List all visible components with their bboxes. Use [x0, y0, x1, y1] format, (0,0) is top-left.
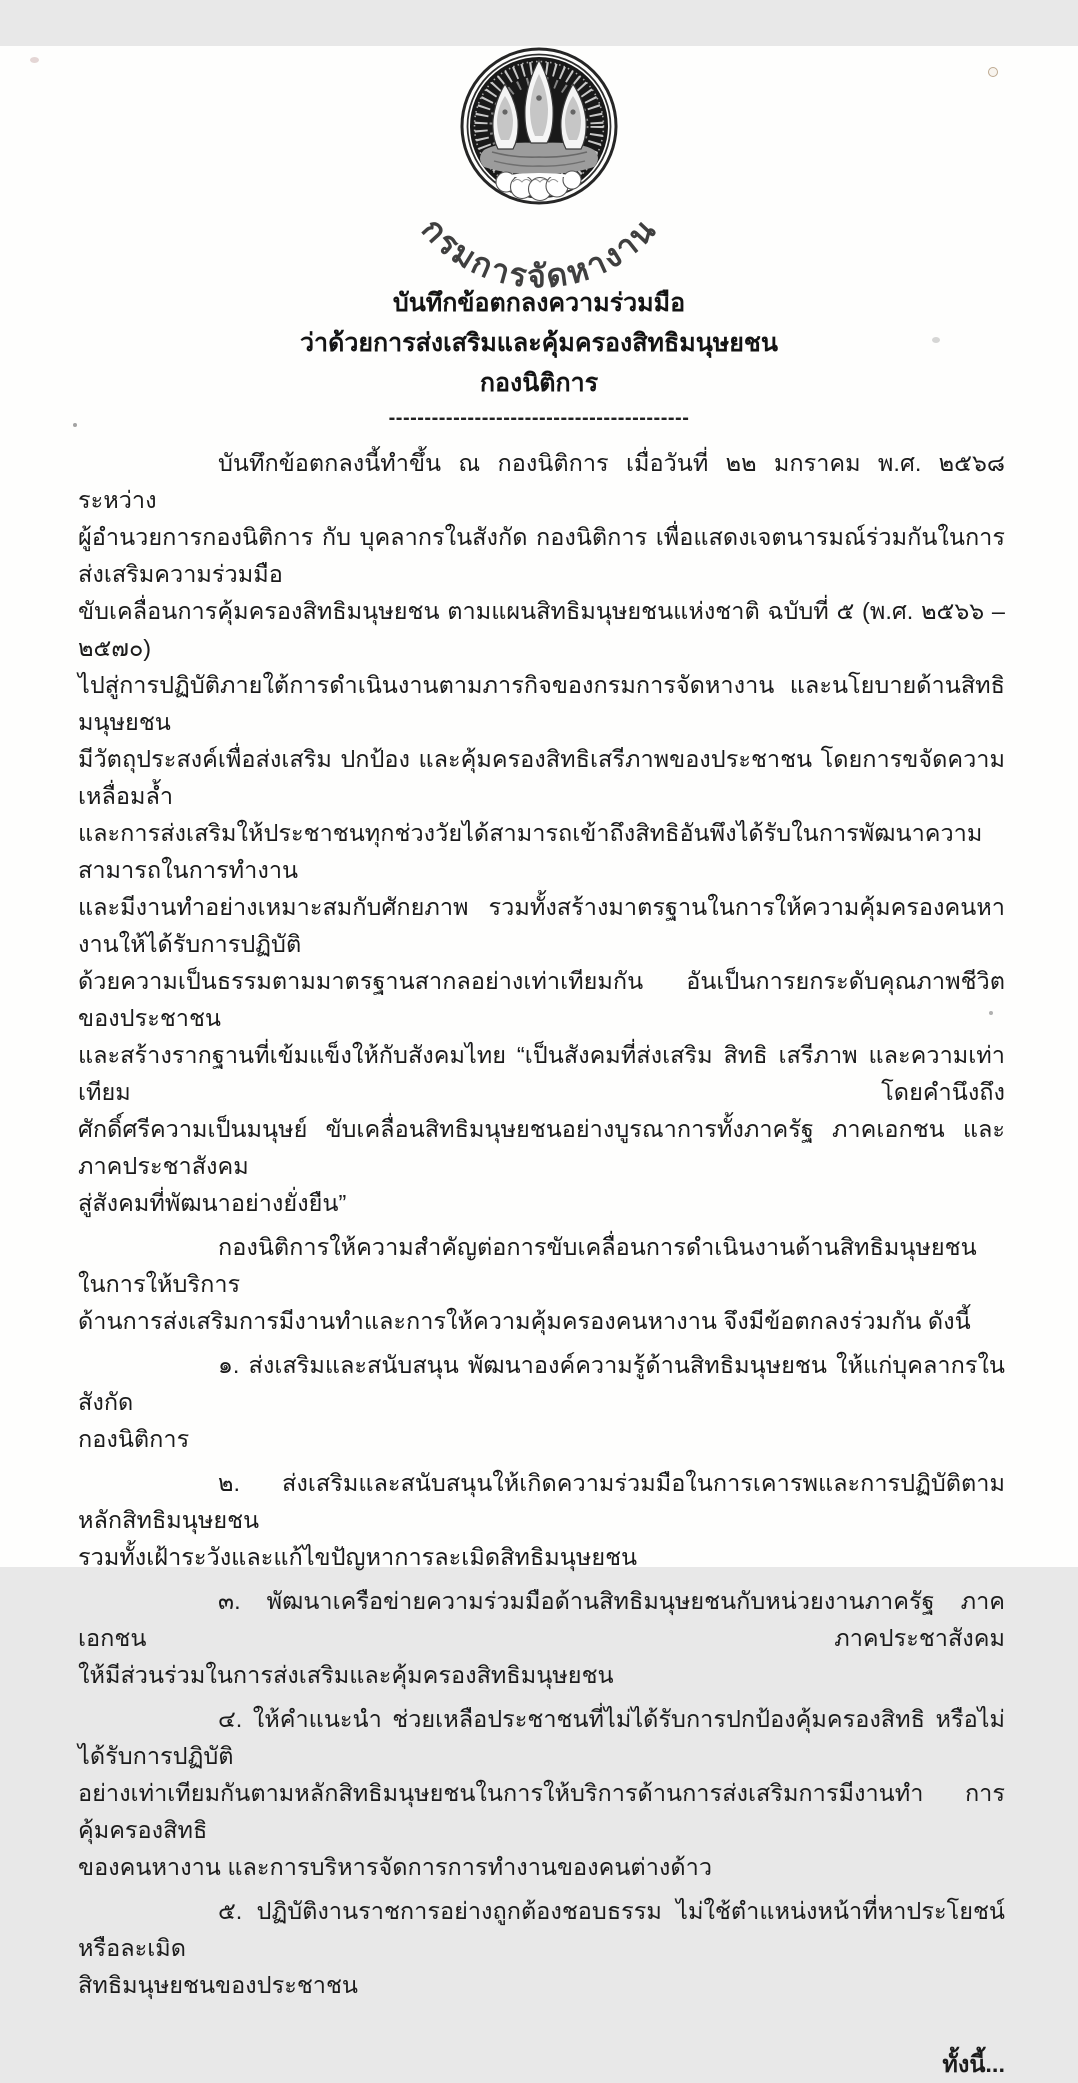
- body-line: และสร้างรากฐานที่เข้มแข็งให้กับสังคมไทย “เป็นสังคมที่ส่งเสริม สิทธิ เสรีภาพ และความเท่าเทียม โดยคำนึงถึง: [78, 1042, 1005, 1105]
- body-line: ๕. ปฏิบัติงานราชการอย่างถูกต้องชอบธรรม ไม่ใช้ตำแหน่งหน้าที่หาประโยชน์หรือละเมิด: [78, 1898, 1005, 1961]
- document-heading: [0, 283, 1078, 431]
- scan-speck: [988, 67, 998, 77]
- body-line: ๔. ให้คำแนะนำ ช่วยเหลือประชาชนที่ไม่ได้รับการปกป้องคุ้มครองสิทธิ หรือไม่ได้รับการปฏิบัติ: [78, 1706, 1005, 1769]
- opening-paragraph: [78, 445, 1005, 1222]
- department-seal: [389, 46, 689, 295]
- continuation-mark: ทั้งนี้...: [942, 2051, 1005, 2077]
- title-line-2: ว่าด้วยการส่งเสริมและคุ้มครองสิทธิมนุษยชน: [300, 329, 778, 357]
- body-line: ไปสู่การปฏิบัติภายใต้การดำเนินงานตามภารกิจของกรมการจัดหางาน และนโยบายด้านสิทธิมนุษยชน: [78, 672, 1005, 735]
- body-line: กองนิติการ: [78, 1426, 190, 1452]
- document-page: [0, 46, 1078, 2077]
- body-line: รวมทั้งเฝ้าระวังและแก้ไขปัญหาการละเมิดสิทธิมนุษยชน: [78, 1544, 638, 1570]
- body-line: และการส่งเสริมให้ประชาชนทุกช่วงวัยได้สามารถเข้าถึงสิทธิอันพึงได้รับในการพัฒนาความสามารถในการทำงาน: [78, 820, 983, 883]
- body-line: ๑. ส่งเสริมและสนับสนุน พัฒนาองค์ความรู้ด้านสิทธิมนุษยชน ให้แก่บุคลากรในสังกัด: [78, 1352, 1005, 1415]
- body-line: มีวัตถุประสงค์เพื่อส่งเสริม ปกป้อง และคุ้มครองสิทธิเสรีภาพของประชาชน โดยการขจัดความเหลื่อมล้ำ: [78, 746, 1005, 809]
- body-line: ด้านการส่งเสริมการมีงานทำและการให้ความคุ้มครองคนหางาน จึงมีข้อตกลงร่วมกัน ดังนี้: [78, 1308, 971, 1334]
- body-line: ๓. พัฒนาเครือข่ายความร่วมมือด้านสิทธิมนุษยชนกับหน่วยงานภาครัฐ ภาคเอกชน ภาคประชาสังคม: [78, 1588, 1005, 1651]
- body-line: ของคนหางาน และการบริหารจัดการการทำงานของคนต่างด้าว: [78, 1854, 713, 1880]
- document-body: [78, 445, 1005, 2004]
- agreement-item-4: [78, 1701, 1005, 1886]
- body-line: ๒. ส่งเสริมและสนับสนุนให้เกิดความร่วมมือในการเคารพและการปฏิบัติตามหลักสิทธิมนุษยชน: [78, 1470, 1005, 1533]
- body-line: บันทึกข้อตกลงนี้ทำขึ้น ณ กองนิติการ เมื่อวันที่ ๒๒ มกราคม พ.ศ. ๒๕๖๘ ระหว่าง: [78, 450, 1005, 513]
- body-line: และมีงานทำอย่างเหมาะสมกับศักยภาพ รวมทั้งสร้างมาตรฐานในการให้ความคุ้มครองคนหางานให้ได้รับการปฏิบัติ: [78, 894, 1005, 957]
- body-line: ผู้อำนวยการกองนิติการ กับ บุคลากรในสังกัด กองนิติการ เพื่อแสดงเจตนารมณ์ร่วมกันในการส่งเสริมความร่วมมือ: [78, 524, 1005, 587]
- body-line: อย่างเท่าเทียมกันตามหลักสิทธิมนุษยชนในการให้บริการด้านการส่งเสริมการมีงานทำ การคุ้มครองสิทธิ: [78, 1780, 1005, 1843]
- agreement-item-5: [78, 1893, 1005, 2004]
- seal-org-name: กรมการจัดหางาน: [414, 210, 664, 295]
- body-line: สู่สังคมที่พัฒนาอย่างยั่งยืน”: [78, 1190, 347, 1216]
- body-line: ศักดิ์ศรีความเป็นมนุษย์ ขับเคลื่อนสิทธิมนุษยชนอย่างบูรณาการทั้งภาครัฐ ภาคเอกชน และภาคประชาสังคม: [78, 1116, 1005, 1179]
- body-line: สิทธิมนุษยชนของประชาชน: [78, 1972, 358, 1998]
- title-line-3: กองนิติการ: [479, 369, 599, 397]
- body-line: ขับเคลื่อนการคุ้มครองสิทธิมนุษยชน ตามแผนสิทธิมนุษยชนแห่งชาติ ฉบับที่ ๕ (พ.ศ. ๒๕๖๖ – ๒๕๗๐): [78, 598, 1005, 661]
- body-line: กองนิติการให้ความสำคัญต่อการขับเคลื่อนการดำเนินงานด้านสิทธิมนุษยชน ในการให้บริการ: [78, 1234, 977, 1297]
- agreement-item-1: [78, 1347, 1005, 1458]
- department-seal-image: [389, 46, 689, 295]
- dashed-separator: ------------------------------------------: [388, 407, 690, 429]
- title-line-1: บันทึกข้อตกลงความร่วมมือ: [392, 289, 686, 317]
- preamble-paragraph: [78, 1229, 1005, 1340]
- agreement-item-2: [78, 1465, 1005, 1576]
- body-line: ด้วยความเป็นธรรมตามมาตรฐานสากลอย่างเท่าเทียมกัน อันเป็นการยกระดับคุณภาพชีวิตของประชาชน: [78, 968, 1005, 1031]
- scan-speck: [30, 57, 39, 63]
- body-line: ให้มีส่วนร่วมในการส่งเสริมและคุ้มครองสิทธิมนุษยชน: [78, 1662, 614, 1688]
- agreement-item-3: [78, 1583, 1005, 1694]
